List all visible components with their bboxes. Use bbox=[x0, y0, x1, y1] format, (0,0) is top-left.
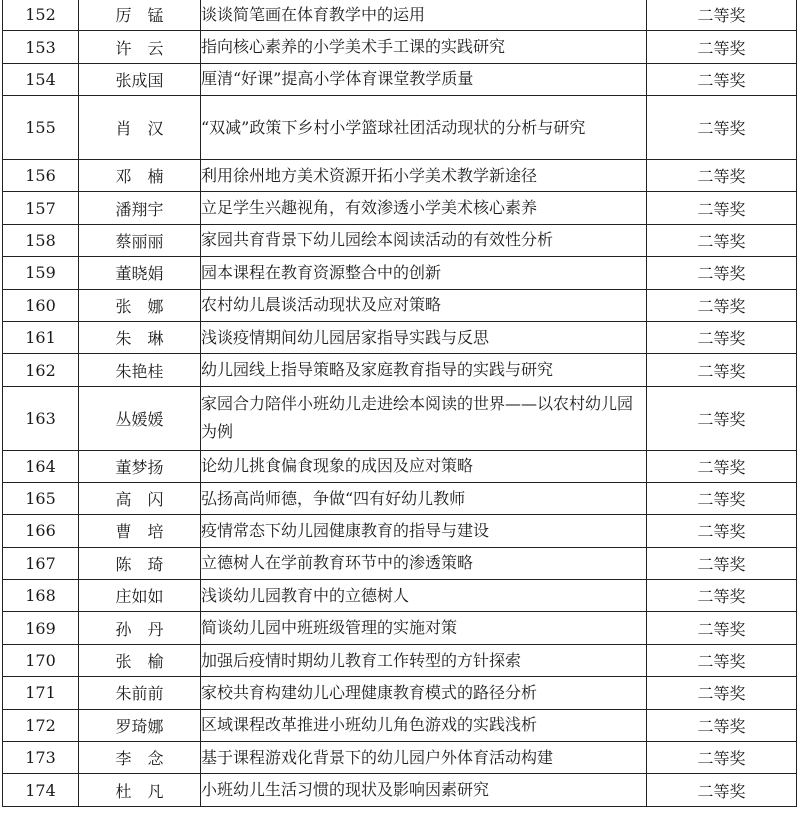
table-row bbox=[3, 354, 797, 386]
paper-title: 加强后疫情时期幼儿教育工作转型的方针探索 bbox=[201, 644, 647, 676]
table-row bbox=[3, 31, 797, 63]
row-number: 158 bbox=[3, 224, 79, 256]
author-name: 许 云 bbox=[79, 31, 201, 63]
paper-title: 厘清“好课”提高小学体育课堂教学质量 bbox=[201, 63, 647, 95]
paper-title: 园本课程在教育资源整合中的创新 bbox=[201, 257, 647, 289]
paper-title: “双减”政策下乡村小学篮球社团活动现状的分析与研究 bbox=[201, 96, 647, 160]
award-list-table bbox=[2, 0, 797, 807]
author-name: 厉 锰 bbox=[79, 0, 201, 31]
author-name: 曹 培 bbox=[79, 515, 201, 547]
author-name: 朱艳桂 bbox=[79, 354, 201, 386]
table-row bbox=[3, 224, 797, 256]
paper-title: 简谈幼儿园中班班级管理的实施对策 bbox=[201, 612, 647, 644]
award-level: 二等奖 bbox=[647, 450, 797, 482]
paper-title: 浅谈疫情期间幼儿园居家指导实践与反思 bbox=[201, 321, 647, 353]
row-number: 163 bbox=[3, 386, 79, 450]
award-level: 二等奖 bbox=[647, 709, 797, 741]
award-level: 二等奖 bbox=[647, 386, 797, 450]
paper-title: 论幼儿挑食偏食现象的成因及应对策略 bbox=[201, 450, 647, 482]
paper-title: 谈谈简笔画在体育教学中的运用 bbox=[201, 0, 647, 31]
author-name: 张成国 bbox=[79, 63, 201, 95]
table-row bbox=[3, 159, 797, 191]
row-number: 157 bbox=[3, 192, 79, 224]
author-name: 董梦扬 bbox=[79, 450, 201, 482]
table-row bbox=[3, 580, 797, 612]
table-row bbox=[3, 677, 797, 709]
table-row bbox=[3, 450, 797, 482]
author-name: 罗琦娜 bbox=[79, 709, 201, 741]
table-row bbox=[3, 0, 797, 31]
row-number: 166 bbox=[3, 515, 79, 547]
paper-title: 基于课程游戏化背景下的幼儿园户外体育活动构建 bbox=[201, 742, 647, 774]
award-level: 二等奖 bbox=[647, 742, 797, 774]
table-row bbox=[3, 63, 797, 95]
paper-title: 家园合力陪伴小班幼儿走进绘本阅读的世界——以农村幼儿园为例 bbox=[201, 386, 647, 450]
row-number: 170 bbox=[3, 644, 79, 676]
table-row bbox=[3, 612, 797, 644]
table-row bbox=[3, 482, 797, 514]
author-name: 丛媛媛 bbox=[79, 386, 201, 450]
row-number: 162 bbox=[3, 354, 79, 386]
author-name: 张 榆 bbox=[79, 644, 201, 676]
award-level: 二等奖 bbox=[647, 289, 797, 321]
table-row bbox=[3, 386, 797, 450]
award-level: 二等奖 bbox=[647, 612, 797, 644]
row-number: 155 bbox=[3, 96, 79, 160]
paper-title: 立德树人在学前教育环节中的渗透策略 bbox=[201, 547, 647, 579]
table-row bbox=[3, 96, 797, 160]
table-row bbox=[3, 644, 797, 676]
paper-title: 弘扬高尚师德，争做“四有好幼儿教师 bbox=[201, 482, 647, 514]
author-name: 李 念 bbox=[79, 742, 201, 774]
award-level: 二等奖 bbox=[647, 224, 797, 256]
table-row bbox=[3, 321, 797, 353]
award-level: 二等奖 bbox=[647, 63, 797, 95]
paper-title: 指向核心素养的小学美术手工课的实践研究 bbox=[201, 31, 647, 63]
row-number: 156 bbox=[3, 159, 79, 191]
table-row bbox=[3, 257, 797, 289]
row-number: 159 bbox=[3, 257, 79, 289]
paper-title: 幼儿园线上指导策略及家庭教育指导的实践与研究 bbox=[201, 354, 647, 386]
award-list-body bbox=[3, 0, 797, 806]
paper-title: 立足学生兴趣视角，有效渗透小学美术核心素养 bbox=[201, 192, 647, 224]
author-name: 潘翔宇 bbox=[79, 192, 201, 224]
row-number: 173 bbox=[3, 742, 79, 774]
award-level: 二等奖 bbox=[647, 192, 797, 224]
table-row bbox=[3, 289, 797, 321]
paper-title: 疫情常态下幼儿园健康教育的指导与建设 bbox=[201, 515, 647, 547]
award-level: 二等奖 bbox=[647, 580, 797, 612]
award-level: 二等奖 bbox=[647, 482, 797, 514]
award-level: 二等奖 bbox=[647, 354, 797, 386]
table-row bbox=[3, 192, 797, 224]
author-name: 庄如如 bbox=[79, 580, 201, 612]
award-level: 二等奖 bbox=[647, 96, 797, 160]
table-row bbox=[3, 515, 797, 547]
award-level: 二等奖 bbox=[647, 547, 797, 579]
row-number: 174 bbox=[3, 774, 79, 806]
paper-title: 区域课程改革推进小班幼儿角色游戏的实践浅析 bbox=[201, 709, 647, 741]
paper-title: 利用徐州地方美术资源开拓小学美术教学新途径 bbox=[201, 159, 647, 191]
author-name: 朱前前 bbox=[79, 677, 201, 709]
author-name: 邓 楠 bbox=[79, 159, 201, 191]
award-level: 二等奖 bbox=[647, 0, 797, 31]
row-number: 160 bbox=[3, 289, 79, 321]
table-row bbox=[3, 709, 797, 741]
row-number: 152 bbox=[3, 0, 79, 31]
paper-title: 家校共育构建幼儿心理健康教育模式的路径分析 bbox=[201, 677, 647, 709]
row-number: 164 bbox=[3, 450, 79, 482]
row-number: 172 bbox=[3, 709, 79, 741]
author-name: 高 闪 bbox=[79, 482, 201, 514]
award-level: 二等奖 bbox=[647, 31, 797, 63]
author-name: 朱 琳 bbox=[79, 321, 201, 353]
row-number: 154 bbox=[3, 63, 79, 95]
table-row bbox=[3, 774, 797, 806]
row-number: 169 bbox=[3, 612, 79, 644]
award-level: 二等奖 bbox=[647, 159, 797, 191]
award-level: 二等奖 bbox=[647, 677, 797, 709]
table-row bbox=[3, 742, 797, 774]
paper-title: 家园共育背景下幼儿园绘本阅读活动的有效性分析 bbox=[201, 224, 647, 256]
author-name: 陈 琦 bbox=[79, 547, 201, 579]
row-number: 165 bbox=[3, 482, 79, 514]
row-number: 153 bbox=[3, 31, 79, 63]
award-level: 二等奖 bbox=[647, 774, 797, 806]
author-name: 肖 汉 bbox=[79, 96, 201, 160]
row-number: 161 bbox=[3, 321, 79, 353]
award-level: 二等奖 bbox=[647, 515, 797, 547]
row-number: 168 bbox=[3, 580, 79, 612]
author-name: 蔡丽丽 bbox=[79, 224, 201, 256]
paper-title: 农村幼儿晨谈活动现状及应对策略 bbox=[201, 289, 647, 321]
author-name: 董晓娟 bbox=[79, 257, 201, 289]
author-name: 张 娜 bbox=[79, 289, 201, 321]
row-number: 167 bbox=[3, 547, 79, 579]
paper-title: 浅谈幼儿园教育中的立德树人 bbox=[201, 580, 647, 612]
table-row bbox=[3, 547, 797, 579]
award-level: 二等奖 bbox=[647, 644, 797, 676]
award-level: 二等奖 bbox=[647, 257, 797, 289]
author-name: 杜 凡 bbox=[79, 774, 201, 806]
row-number: 171 bbox=[3, 677, 79, 709]
author-name: 孙 丹 bbox=[79, 612, 201, 644]
award-level: 二等奖 bbox=[647, 321, 797, 353]
paper-title: 小班幼儿生活习惯的现状及影响因素研究 bbox=[201, 774, 647, 806]
